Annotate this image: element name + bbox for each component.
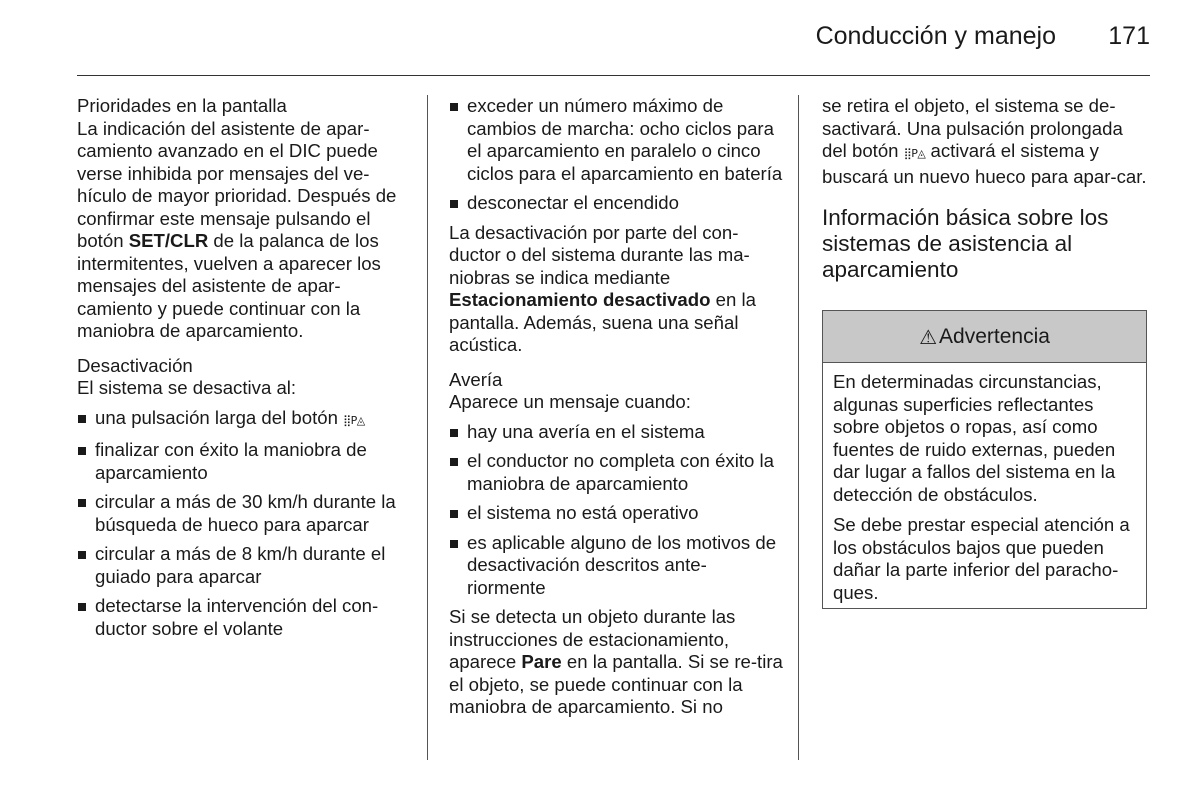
column-divider-left bbox=[427, 95, 428, 760]
warning-paragraph-2: Se debe prestar especial atención a los obstáculos bajos que pueden dañar la parte inferior del paracho-ques. bbox=[833, 514, 1130, 603]
warning-title: Advertencia bbox=[939, 324, 1050, 348]
priority-paragraph bbox=[77, 118, 409, 343]
stop-label: Pare bbox=[521, 651, 562, 672]
fault-intro: Aparece un mensaje cuando: bbox=[449, 391, 691, 412]
header-rule bbox=[77, 75, 1150, 76]
deactivation-list-cont bbox=[449, 95, 784, 215]
cont-text-a: se retira el objeto, el sistema se de-sactivará. Una pulsación prolongada del botón bbox=[822, 95, 1123, 161]
list-item: detectarse la intervención del con-ductor sobre el volante bbox=[77, 595, 409, 640]
parking-assist-button-icon: ⣿P◬ bbox=[903, 147, 926, 160]
chapter-title: Conducción y manejo bbox=[815, 22, 1056, 50]
set-clr-label: SET/CLR bbox=[128, 230, 209, 251]
deactivation-heading: Desactivación bbox=[77, 354, 193, 376]
object-text-b: en la pantalla. Si se re-tira el objeto, se puede continuar con la maniobra de aparcamiento. Si no bbox=[449, 651, 783, 717]
column-divider-right bbox=[798, 95, 799, 760]
section-heading: Información básica sobre los sistemas de asistencia al aparcamiento bbox=[822, 205, 1109, 282]
priority-heading: Prioridades en la pantalla bbox=[77, 95, 287, 116]
deactivation-list bbox=[77, 407, 409, 641]
column-1 bbox=[77, 95, 409, 640]
page-number: 171 bbox=[1108, 22, 1150, 50]
warning-triangle-icon: ⚠ bbox=[919, 324, 938, 349]
continuation-paragraph bbox=[822, 95, 1152, 188]
deactivation-intro: El sistema se desactiva al: bbox=[77, 377, 297, 398]
list-item bbox=[77, 407, 409, 433]
priority-text-b: de la palanca de los intermitentes, vuelven a aparecer los mensajes del asistente de apar-camiento y puede continuar con la maniobra de aparcamiento. bbox=[77, 230, 381, 341]
column-3 bbox=[822, 95, 1152, 283]
list-item: el conductor no completa con éxito la maniobra de aparcamiento bbox=[449, 450, 784, 495]
list-item: circular a más de 30 km/h durante la búsqueda de hueco para aparcar bbox=[77, 491, 409, 536]
parking-assist-button-icon: ⣿P◬ bbox=[343, 413, 365, 427]
warning-body bbox=[823, 363, 1146, 604]
list-item: es aplicable alguno de los motivos de desactivación descritos ante-riormente bbox=[449, 532, 784, 600]
cont-text-b: activará el sistema y buscará un nuevo hueco para apar-car. bbox=[822, 140, 1147, 187]
object-paragraph bbox=[449, 606, 784, 719]
deact-text-a: La desactivación por parte del con-ductor o del sistema durante las ma-niobras se indica mediante bbox=[449, 221, 750, 288]
parking-deactivated-label: Estacionamiento desactivado bbox=[449, 289, 711, 310]
list-item: exceder un número máximo de cambios de marcha: ocho ciclos para el aparcamiento en paralelo o cinco ciclos para el aparcamiento en batería bbox=[449, 95, 784, 185]
warning-paragraph-1: En determinadas circunstancias, algunas superficies reflectantes sobre objetos o ropas, así como fuentes de ruido externas, pueden dar lugar a fallos del sistema en la detección de obstáculos. bbox=[833, 371, 1116, 505]
list-item-text: una pulsación larga del botón bbox=[95, 406, 338, 428]
column-2 bbox=[449, 95, 784, 719]
fault-list bbox=[449, 421, 784, 600]
list-item: el sistema no está operativo bbox=[449, 502, 784, 525]
object-text-a: Si se detecta un objeto durante las instrucciones de estacionamiento, aparece bbox=[449, 606, 736, 672]
warning-box bbox=[822, 310, 1147, 609]
list-item: finalizar con éxito la maniobra de aparcamiento bbox=[77, 439, 409, 484]
priority-text-a: La indicación del asistente de apar-camiento avanzado en el DIC puede verse inhibida por mensajes del ve-hículo de mayor prioridad. Después de confirmar este mensaje pulsando el botón bbox=[77, 117, 397, 251]
deact-text-b: en la pantalla. Además, suena una señal acústica. bbox=[449, 289, 756, 355]
warning-header bbox=[823, 311, 1146, 363]
fault-heading: Avería bbox=[449, 368, 503, 390]
list-item: desconectar el encendido bbox=[449, 192, 784, 215]
deactivation-message-paragraph bbox=[449, 222, 784, 357]
list-item: circular a más de 8 km/h durante el guiado para aparcar bbox=[77, 543, 409, 588]
list-item: hay una avería en el sistema bbox=[449, 421, 784, 444]
